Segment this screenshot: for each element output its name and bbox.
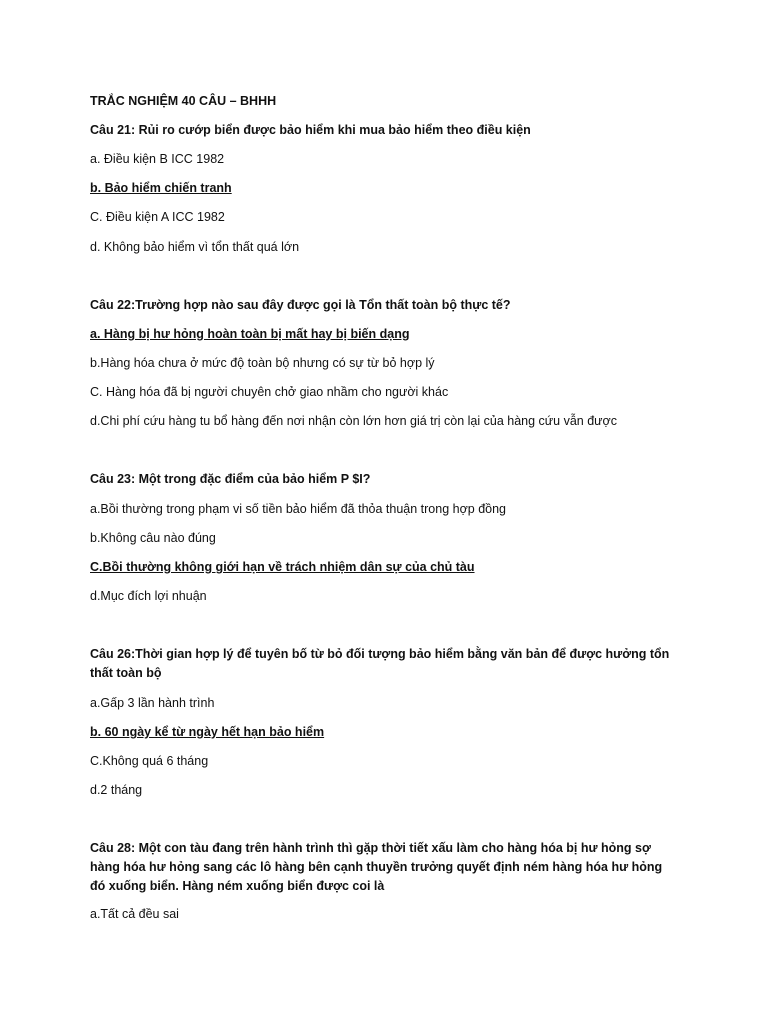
- q22-option-d: d.Chi phí cứu hàng tu bổ hàng đến nơi nhận còn lớn hơn giá trị còn lại của hàng cứu vẫn được: [90, 414, 617, 428]
- q21-option-b-answer: b. Bảo hiểm chiến tranh: [90, 181, 232, 195]
- question-23: Câu 23: Một trong đặc điểm của bảo hiểm P $I?: [90, 472, 371, 486]
- q21-option-d: d. Không bảo hiểm vì tổn thất quá lớn: [90, 240, 300, 254]
- document-title: TRẮC NGHIỆM 40 CÂU – BHHH: [90, 94, 277, 108]
- question-21: Câu 21: Rủi ro cướp biển được bảo hiểm khi mua bảo hiểm theo điều kiện: [90, 123, 531, 137]
- q28-option-a: a.Tất cả đều sai: [90, 907, 179, 921]
- q22-option-a-answer: a. Hàng bị hư hỏng hoàn toàn bị mất hay bị biến dạng: [90, 327, 410, 341]
- q22-option-c: C. Hàng hóa đã bị người chuyên chở giao nhầm cho người khác: [90, 385, 449, 399]
- question-28: Câu 28: Một con tàu đang trên hành trình thì gặp thời tiết xấu làm cho hàng hóa bị hư hỏng sợ hàng hóa hư hỏng sang các lô hàng bên cạnh thuyền trưởng quyết định ném hàng hóa hư hỏng đó xuống biển. Hàng ném xuống biển được coi là: [90, 841, 663, 893]
- question-26: Câu 26:Thời gian hợp lý để tuyên bố từ bỏ đối tượng bảo hiểm bằng văn bản để được hưởng tổn thất toàn bộ: [90, 647, 670, 680]
- q21-option-a: a. Điều kiện B ICC 1982: [90, 152, 225, 166]
- question-22: Câu 22:Trường hợp nào sau đây được gọi là Tổn thất toàn bộ thực tế?: [90, 298, 511, 312]
- q26-option-d: d.2 tháng: [90, 783, 143, 797]
- q23-option-c-answer: C.Bồi thường không giới hạn về trách nhiệm dân sự của chủ tàu: [90, 560, 475, 574]
- q23-option-a: a.Bồi thường trong phạm vi số tiền bảo hiểm đã thỏa thuận trong hợp đồng: [90, 502, 507, 516]
- q22-option-b: b.Hàng hóa chưa ở mức độ toàn bộ nhưng có sự từ bỏ hợp lý: [90, 356, 435, 370]
- q26-option-a: a.Gấp 3 lần hành trình: [90, 696, 215, 710]
- q26-option-b-answer: b. 60 ngày kể từ ngày hết hạn bảo hiểm: [90, 725, 325, 739]
- q26-option-c: C.Không quá 6 tháng: [90, 754, 209, 768]
- q23-option-d: d.Mục đích lợi nhuận: [90, 589, 207, 603]
- q23-option-b: b.Không câu nào đúng: [90, 531, 216, 545]
- q21-option-c: C. Điều kiện A ICC 1982: [90, 210, 225, 224]
